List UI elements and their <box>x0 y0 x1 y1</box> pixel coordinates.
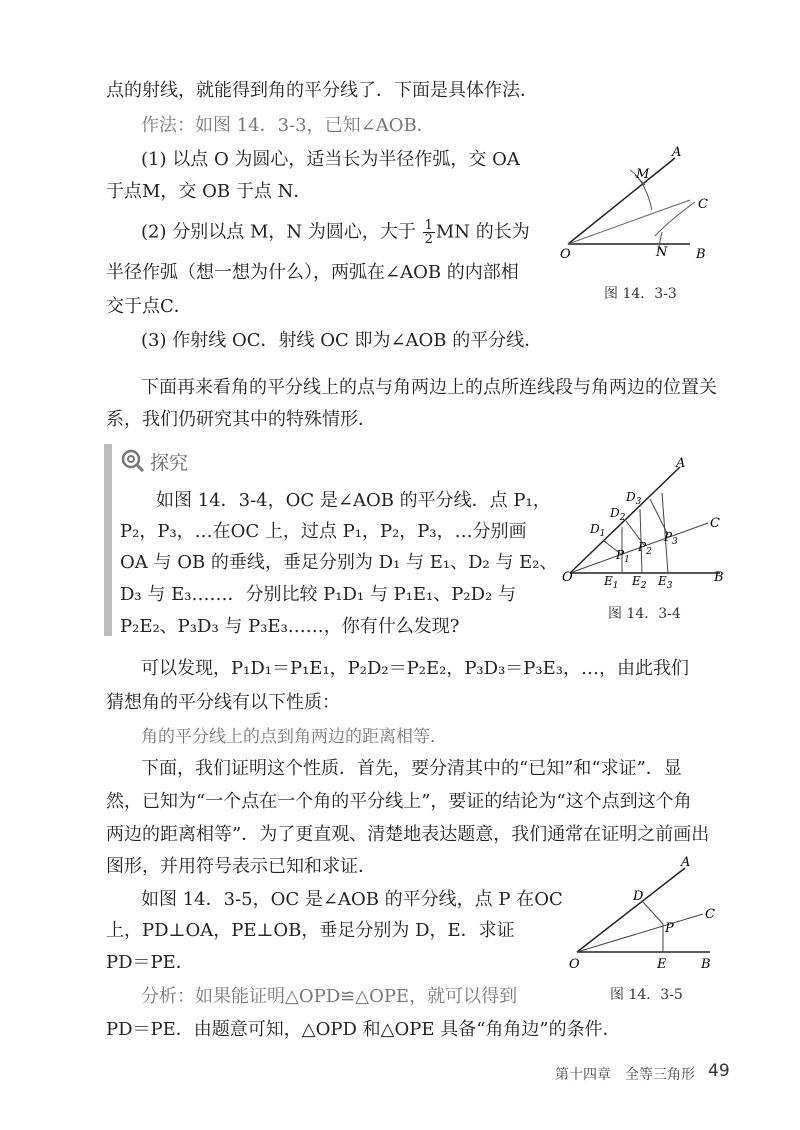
explore-line: 如图 14．3-4，OC 是∠AOB 的平分线．点 P₁， <box>156 490 551 511</box>
label-p: P <box>665 921 674 936</box>
figure-14-3-5 <box>565 850 725 979</box>
step-2 <box>141 219 530 246</box>
label-b: B <box>714 570 724 585</box>
label-e2: $E_2$ <box>632 574 647 590</box>
text-line: 然，已知为“一个点在一个角的平分线上”，要证的结论为“这个点到这个角 <box>106 791 692 812</box>
text-line: 猜想角的平分线有以下性质： <box>106 692 340 713</box>
label-p1: $P_1$ <box>616 548 630 565</box>
explore-line: P₂，P₃，…在OC 上，过点 P₁，P₂，P₃，…分别画 <box>120 521 527 542</box>
label-b: B <box>701 957 711 972</box>
text-line: 系，我们仍研究其中的特殊情形． <box>106 409 376 430</box>
figure-caption: 图 14．3-4 <box>608 606 681 622</box>
figure-caption: 图 14．3-5 <box>610 987 683 1003</box>
text-line: 如图 14．3-5，OC 是∠AOB 的平分线，点 P 在OC <box>141 889 563 910</box>
label-e1: $E_1$ <box>604 574 619 590</box>
explore-line: OA 与 OB 的垂线，垂足分别为 D₁ 与 E₁、D₂ 与 E₂、 <box>120 552 558 573</box>
property-statement: 角的平分线上的点到角两边的距离相等． <box>141 727 447 747</box>
label-e: E <box>657 957 667 972</box>
text-line: 可以发现，P₁D₁＝P₁E₁，P₂D₂＝P₂E₂，P₃D₃＝P₃E₃，…，由此我们 <box>141 658 689 679</box>
step-2-part-b: MN 的长为 <box>435 221 530 243</box>
label-m: M <box>636 167 650 182</box>
label-c: C <box>698 197 708 212</box>
chapter-footer: 第十四章 全等三角形 <box>555 1067 695 1083</box>
explore-line: D₃ 与 E₃……．分别比较 P₁D₁ 与 P₁E₁、P₂D₂ 与 <box>120 584 516 605</box>
label-d: D <box>633 889 644 904</box>
text-line: 于点M，交 OB 于点 N． <box>106 181 312 202</box>
label-o: O <box>560 247 571 262</box>
label-a: A <box>672 145 682 160</box>
text-line: 两边的距离相等”．为了更直观、清楚地表达题意，我们通常在证明之前画出 <box>106 824 710 845</box>
text-line: PD＝PE．由题意可知，△OPD 和△OPE 具备“角角边”的条件． <box>106 1019 621 1040</box>
figure-14-3-3 <box>560 140 720 274</box>
label-p2: $P_2$ <box>638 540 652 557</box>
text-line: PD＝PE． <box>106 952 194 973</box>
label-d1: $D_1$ <box>590 522 606 539</box>
text-line: 下面，我们证明这个性质．首先，要分清其中的“已知”和“求证”．显 <box>141 758 682 779</box>
label-d3: $D_3$ <box>626 490 642 507</box>
text-line: 图形，并用符号表示已知和求证． <box>106 856 376 877</box>
label-a: A <box>681 855 691 870</box>
label-p3: $P_3$ <box>664 530 678 547</box>
fraction-numerator: 1 <box>424 218 433 233</box>
text-line: 下面再来看角的平分线上的点与角两边上的点所连线段与角两边的位置关 <box>141 377 717 398</box>
label-d2: $D_2$ <box>610 506 626 523</box>
step-3: (3) 作射线 OC．射线 OC 即为∠AOB 的平分线． <box>141 330 543 351</box>
figure-caption: 图 14．3-3 <box>604 286 677 302</box>
label-o: O <box>562 570 573 585</box>
fraction-denominator: 2 <box>424 232 433 247</box>
text-line: 交于点C． <box>106 296 192 317</box>
label-c: C <box>710 516 720 531</box>
analysis-line: 分析：如果能证明△OPD≌△OPE，就可以得到 <box>141 986 518 1007</box>
fraction <box>423 219 435 246</box>
text-line: 半径作弧（想一想为什么），两弧在∠AOB 的内部相 <box>106 262 519 283</box>
explore-line: P₂E₂、P₃D₃ 与 P₃E₃……，你有什么发现? <box>120 616 460 637</box>
label-b: B <box>696 247 706 262</box>
step-1: (1) 以点 O 为圆心，适当长为半径作弧，交 OA <box>141 149 520 170</box>
label-o: O <box>569 957 580 972</box>
figure-14-3-4 <box>560 455 730 594</box>
page-number: 49 <box>708 1061 730 1081</box>
label-a: A <box>676 456 686 471</box>
label-n: N <box>656 245 668 260</box>
magnifier-icon <box>120 448 146 474</box>
explore-title: 探究 <box>150 452 189 474</box>
text-line: 点的射线，就能得到角的平分线了．下面是具体作法． <box>106 80 538 101</box>
step-2-part-a: (2) 分别以点 M，N 为圆心，大于 <box>141 221 416 243</box>
label-c: C <box>705 907 715 922</box>
label-e3: $E_3$ <box>658 574 673 590</box>
text-line: 上，PD⊥OA，PE⊥OB，垂足分别为 D，E．求证 <box>106 920 515 941</box>
method-heading: 作法：如图 14．3-3，已知∠AOB． <box>141 115 435 136</box>
